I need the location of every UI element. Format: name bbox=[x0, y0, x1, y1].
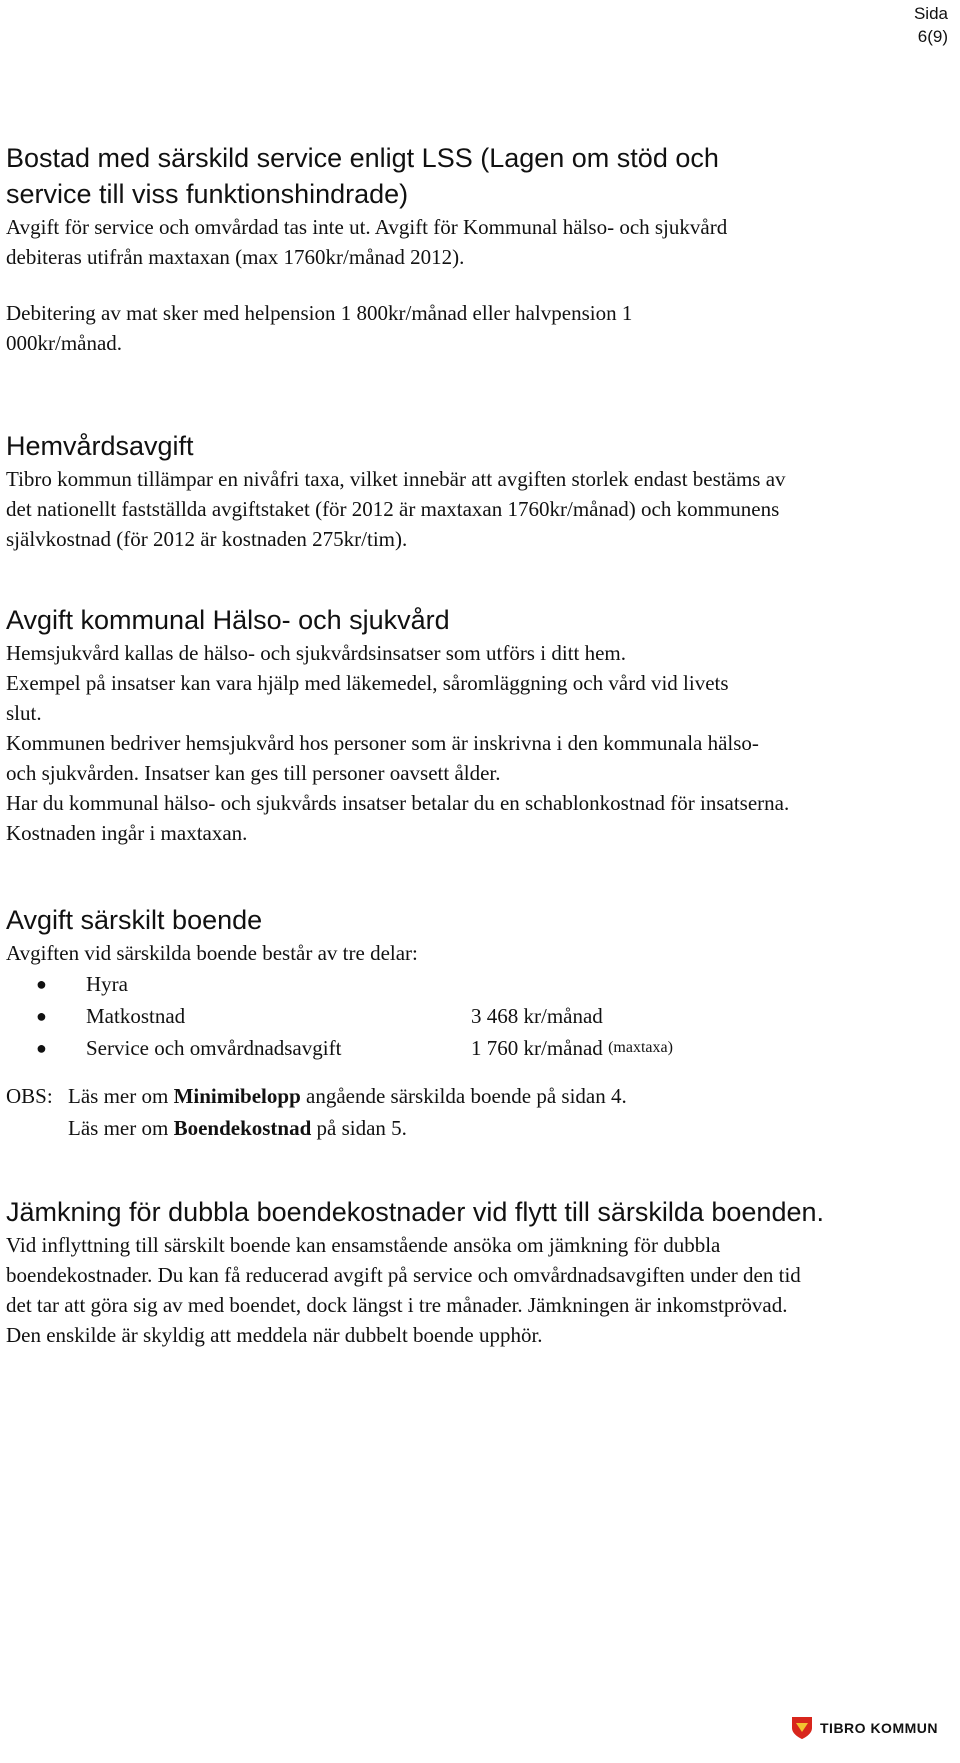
paragraph: Tibro kommun tillämpar en nivåfri taxa, vilket innebär att avgiften storlek endast bestäms av det nationellt fastställda avgiftstaket (för 2012 är maxtaxan 1760kr/månad) och kommunens självkostnad (för 2012 är kostnaden 275kr/tim). bbox=[6, 467, 786, 551]
paragraph: Debitering av mat sker med helpension 1 800kr/månad eller halvpension 1 000kr/månad. bbox=[6, 301, 633, 355]
paragraph: Exempel på insatser kan vara hjälp med läkemedel, såromläggning och vård vid livets slut. bbox=[6, 671, 729, 725]
page-label: Sida bbox=[913, 4, 948, 23]
item-name: Matkostnad bbox=[86, 1004, 186, 1028]
list-item bbox=[6, 1032, 936, 1064]
bullet-icon: ● bbox=[36, 1006, 47, 1026]
paragraph: Har du kommunal hälso- och sjukvårds insatser betalar du en schablonkostnad för insatserna. Kostnaden ingår i maxtaxan. bbox=[6, 791, 790, 845]
document-body bbox=[6, 140, 936, 1350]
list-item bbox=[6, 1000, 936, 1032]
paragraph: Hemsjukvård kallas de hälso- och sjukvårdsinsatser som utförs i ditt hem. bbox=[6, 641, 626, 665]
item-name: Service och omvårdnadsavgift bbox=[86, 1036, 342, 1060]
coat-of-arms-icon bbox=[790, 1715, 814, 1741]
tibro-kommun-logo bbox=[790, 1715, 938, 1741]
section-halso-sjukvard bbox=[6, 602, 936, 848]
section-sarskilt-boende bbox=[6, 902, 936, 1144]
section-jamkning bbox=[6, 1194, 936, 1350]
section-title: Bostad med särskild service enligt LSS (Lagen om stöd och service till viss funktionshindrade) bbox=[6, 143, 719, 209]
paragraph: Avgift för service och omvårdad tas inte ut. Avgift för Kommunal hälso- och sjukvård debiteras utifrån maxtaxan (max 1760kr/månad 2012). bbox=[6, 215, 728, 269]
section-title: Jämkning för dubbla boendekostnader vid flytt till särskilda boenden. bbox=[6, 1197, 824, 1227]
page-count: 6(9) bbox=[917, 27, 948, 46]
obs-label: OBS: bbox=[6, 1084, 53, 1108]
item-note: (maxtaxa) bbox=[608, 1039, 673, 1056]
section-title: Avgift särskilt boende bbox=[6, 905, 263, 935]
page-number bbox=[914, 2, 948, 48]
fee-list bbox=[6, 968, 936, 1064]
item-amount: 1 760 kr/månad bbox=[471, 1036, 603, 1060]
section-title: Avgift kommunal Hälso- och sjukvård bbox=[6, 605, 450, 635]
paragraph: Kommunen bedriver hemsjukvård hos personer som är inskrivna i den kommunala hälso- och sjukvården. Insatser kan ges till personer oavsett ålder. bbox=[6, 731, 759, 785]
obs-line-boendekostnad: Läs mer om Boendekostnad på sidan 5. bbox=[68, 1116, 407, 1140]
paragraph: Vid inflyttning till särskilt boende kan ensamstående ansöka om jämkning för dubbla boendekostnader. Du kan få reducerad avgift på service och omvårdnadsavgiften under den tid det tar att göra sig av med boendet, dock längst i tre månader. Jämkningen är inkomstprövad. Den enskilde är skyldig att meddela när dubbelt boende upphör. bbox=[6, 1233, 801, 1347]
item-amount: 3 468 kr/månad bbox=[471, 1004, 603, 1028]
section-lss bbox=[6, 140, 936, 358]
item-name: Hyra bbox=[86, 972, 128, 996]
logo-text: TIBRO KOMMUN bbox=[820, 1720, 938, 1736]
paragraph: Avgiften vid särskilda boende består av tre delar: bbox=[6, 941, 418, 965]
section-hemvardsavgift bbox=[6, 428, 936, 554]
section-title: Hemvårdsavgift bbox=[6, 431, 194, 461]
obs-note bbox=[6, 1080, 936, 1144]
bullet-icon: ● bbox=[36, 974, 47, 994]
list-item bbox=[6, 968, 936, 1000]
bullet-icon: ● bbox=[36, 1038, 47, 1058]
obs-line-minimibelopp: Läs mer om Minimibelopp angående särskilda boende på sidan 4. bbox=[68, 1084, 627, 1108]
